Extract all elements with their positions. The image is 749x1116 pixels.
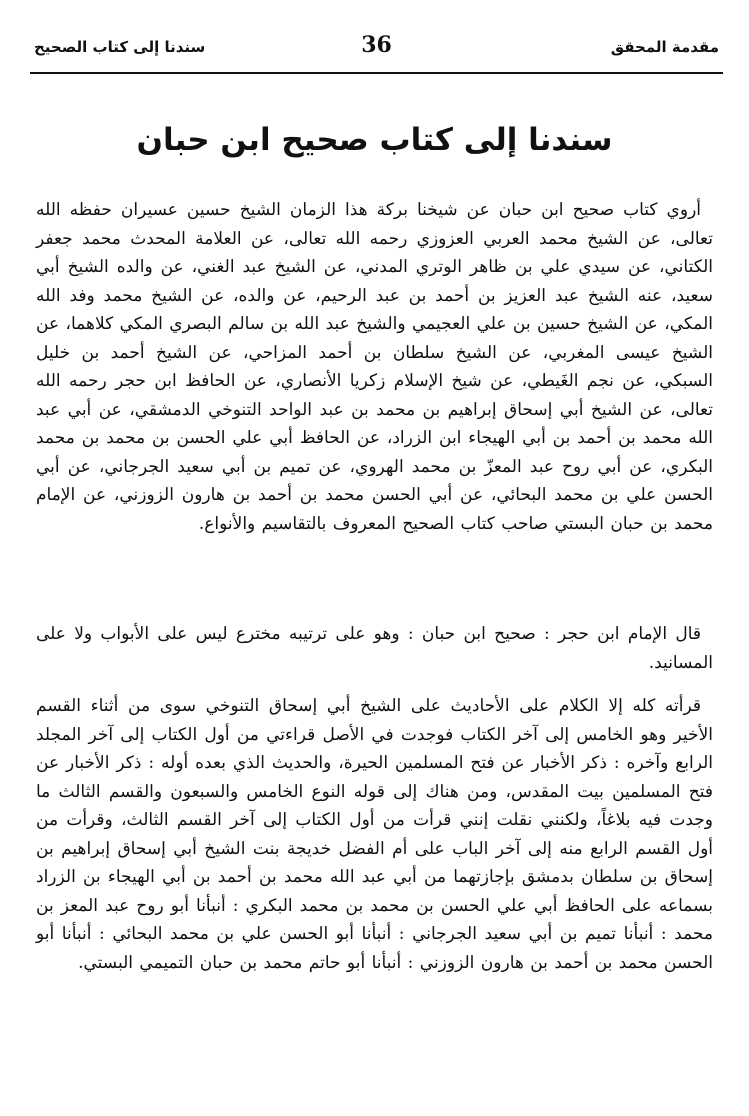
paragraph-reading-account: قرأته كله إلا الكلام على الأحاديث على الشيخ أبي إسحاق التنوخي سوى من أثناء القسم الأخير وهو الخامس إلى آخر الكتاب فوجدت في الأصل قراءتي من أول الكتاب إلى آخر المجلد الرابع وآخره : ذكر الأخبار عن فتح المسلمين الحيرة، والحديث الذي بعده أوله : ذكر الأخبار عن فتح المسلمين بيت المقدس، ومن هناك إلى قوله النوع الخامس والسبعون والقسم الثالث ما وجدت فيه بلاغاً، ولكنني نقلت إنني قرأت من أول الكتاب إلى آخر القسم الثالث، وقرأت من أول القسم الرابع منه إلى آخر الباب على أم الفضل خديجة بنت الشيخ أبي إسحاق إبراهيم بن إسحاق بن سلطان بدمشق بإجازتهما من أبي عبد الله محمد بن أحمد بن أبي الهيجاء بن الزراد بسماعه على الحافظ أبي علي الحسن بن محمد بن محمد البكري : أنبأنا أبو روح عبد المعز بن محمد : أنبأنا تميم بن أبي سعيد الجرجاني : أنبأنا أبو الحسن علي بن محمد البحائي : أنبأنا أبو الحسن محمد بن أحمد بن هارون الزوزني : أنبأنا أبو حاتم محمد بن حبان التميمي البستي. (36, 696, 713, 973)
paragraph-chain-of-narration: أروي كتاب صحيح ابن حبان عن شيخنا بركة هذا الزمان الشيخ حسين عسيران حفظه الله تعالى، عن الشيخ محمد العربي العزوزي رحمه الله تعالى، عن العلامة المحدث محمد جعفر الكتاني، عن سيدي علي بن ظاهر الوتري المدني، عن الشيخ عبد الغني، عن والده الشيخ أبي سعيد، عنه الشيخ عبد العزيز بن أحمد بن عبد الرحيم، عن والده، عن الشيخ محمد وفد الله المكي، عن الشيخ حسين بن علي العجيمي والشيخ عبد الله بن سالم البصري المكي كلاهما، عن الشيخ عيسى المغربي، عن الشيخ سلطان بن أحمد المزاحي، عن الشيخ أحمد بن خليل السبكي، عن نجم الغَيطي، عن شيخ الإسلام زكريا الأنصاري، عن الحافظ ابن حجر رحمه الله تعالى، عن الشيخ أبي إسحاق إبراهيم بن محمد بن عبد الواحد التنوخي الدمشقي، عن أبي عبد الله محمد بن أحمد بن أبي الهيجاء ابن الزراد، عن الحافظ أبي علي الحسن بن محمد بن محمد البكري، عن أبي روح عبد المعزّ بن محمد الهروي، عن تميم بن أبي سعيد الجرجاني، عن أبي الحسن علي بن محمد البحائي، عن أبي الحسن محمد بن أحمد بن هارون الزوزني، عن الإمام محمد بن حبان البستي صاحب كتاب الصحيح المعروف بالتقاسيم والأنواع. (36, 200, 713, 534)
page-number: 36 (361, 32, 392, 58)
section-heading: سندنا إلى كتاب صحيح ابن حبان (136, 122, 613, 158)
paragraph-ibn-hajar-quote: قال الإمام ابن حجر : صحيح ابن حبان : وهو على ترتيبه مخترع ليس على الأبواب ولا على المسانيد. (36, 624, 713, 673)
header-section-title: مقدمة المحقق (610, 38, 719, 56)
header-chapter-title: سندنا إلى كتاب الصحيح (34, 38, 206, 56)
running-header (30, 32, 723, 74)
